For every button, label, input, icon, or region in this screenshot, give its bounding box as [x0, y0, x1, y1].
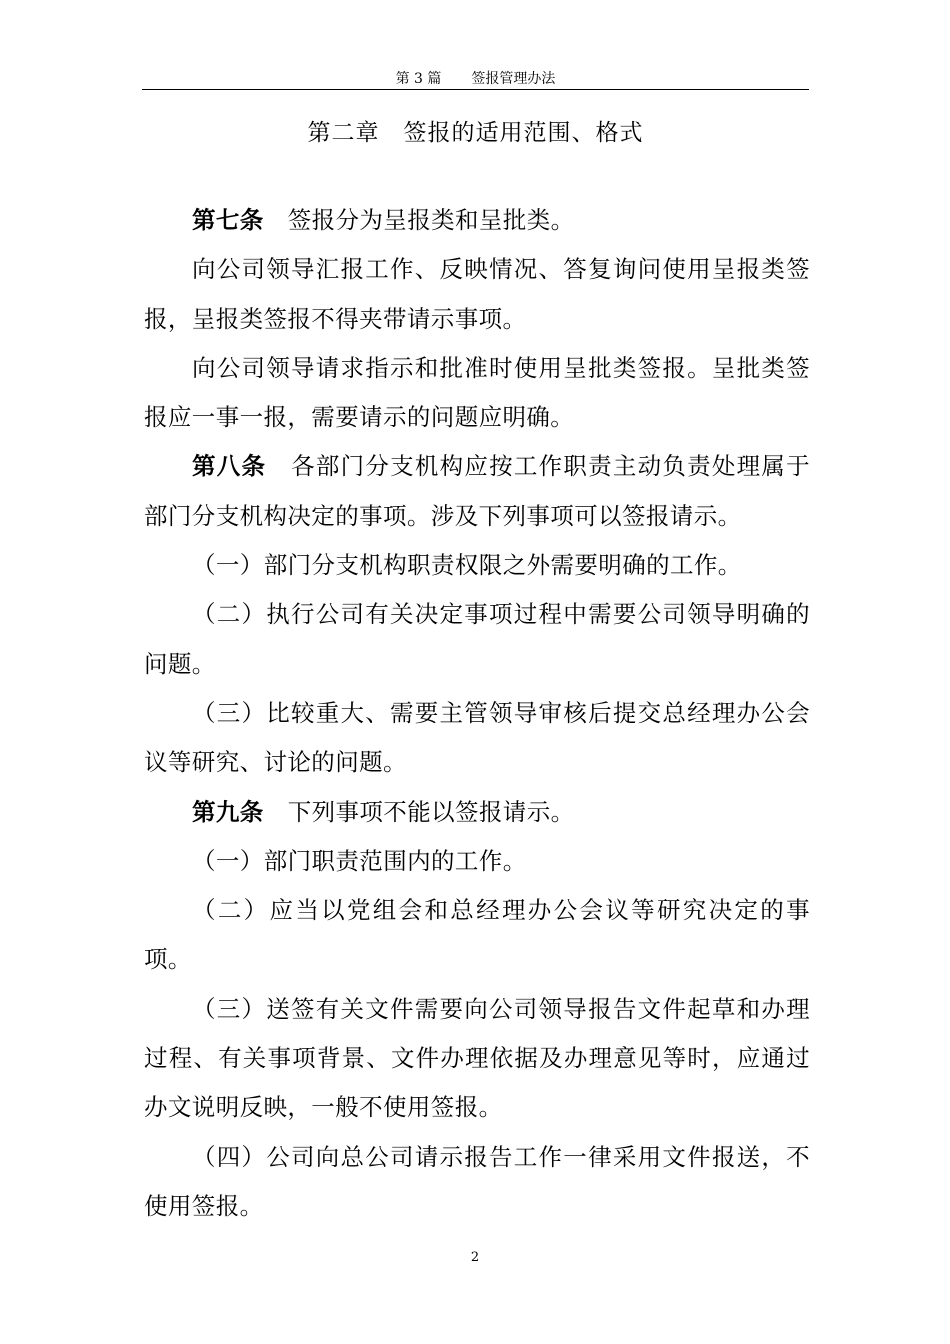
list-item: （三）比较重大、需要主管领导审核后提交总经理办公会议等研究、讨论的问题。: [144, 698, 810, 777]
article-number: 第七条: [192, 206, 264, 234]
article-number: 第八条: [192, 452, 267, 481]
running-header: [142, 70, 809, 88]
body-text: [144, 196, 810, 1231]
article-text: 签报分为呈报类和呈批类。: [287, 206, 575, 234]
article-paragraph: [144, 196, 810, 245]
list-item: （一）部门职责范围内的工作。: [192, 846, 527, 875]
paragraph: 向公司领导请求指示和批准时使用呈批类签报。呈批类签报应一事一报，需要请示的问题应明确。: [144, 353, 810, 432]
chapter-title-text: 签报的适用范围、格式: [403, 120, 644, 146]
header-title: 签报管理办法: [471, 71, 556, 87]
page-number: 2: [470, 1250, 480, 1265]
header-rule: [142, 89, 809, 90]
list-item: （二）应当以党组会和总经理办公会议等研究决定的事项。: [144, 896, 810, 974]
chapter-title: [142, 116, 809, 150]
chapter-number: 第二章: [307, 120, 380, 146]
list-item: （四）公司向总公司请示报告工作一律采用文件报送，不使用签报。: [144, 1142, 810, 1220]
article-paragraph: [144, 442, 810, 541]
list-item: （三）送签有关文件需要向公司领导报告文件起草和办理过程、有关事项背景、文件办理依据及办理意见等时，应通过办文说明反映，一般不使用签报。: [144, 994, 810, 1122]
header-chapter: 第 3 篇: [395, 71, 442, 87]
article-text: 下列事项不能以签报请示。: [287, 797, 575, 826]
article-paragraph: [144, 788, 810, 837]
list-item: （一）部门分支机构职责权限之外需要明确的工作。: [192, 551, 742, 580]
article-number: 第九条: [192, 797, 264, 826]
paragraph: 向公司领导汇报工作、反映情况、答复询问使用呈报类签报，呈报类签报不得夹带请示事项。: [144, 255, 810, 333]
article-text: 各部门分支机构应按工作职责主动负责处理属于部门分支机构决定的事项。涉及下列事项可以签报请示。: [144, 452, 810, 530]
list-item: （二）执行公司有关决定事项过程中需要公司领导明确的问题。: [144, 600, 810, 678]
